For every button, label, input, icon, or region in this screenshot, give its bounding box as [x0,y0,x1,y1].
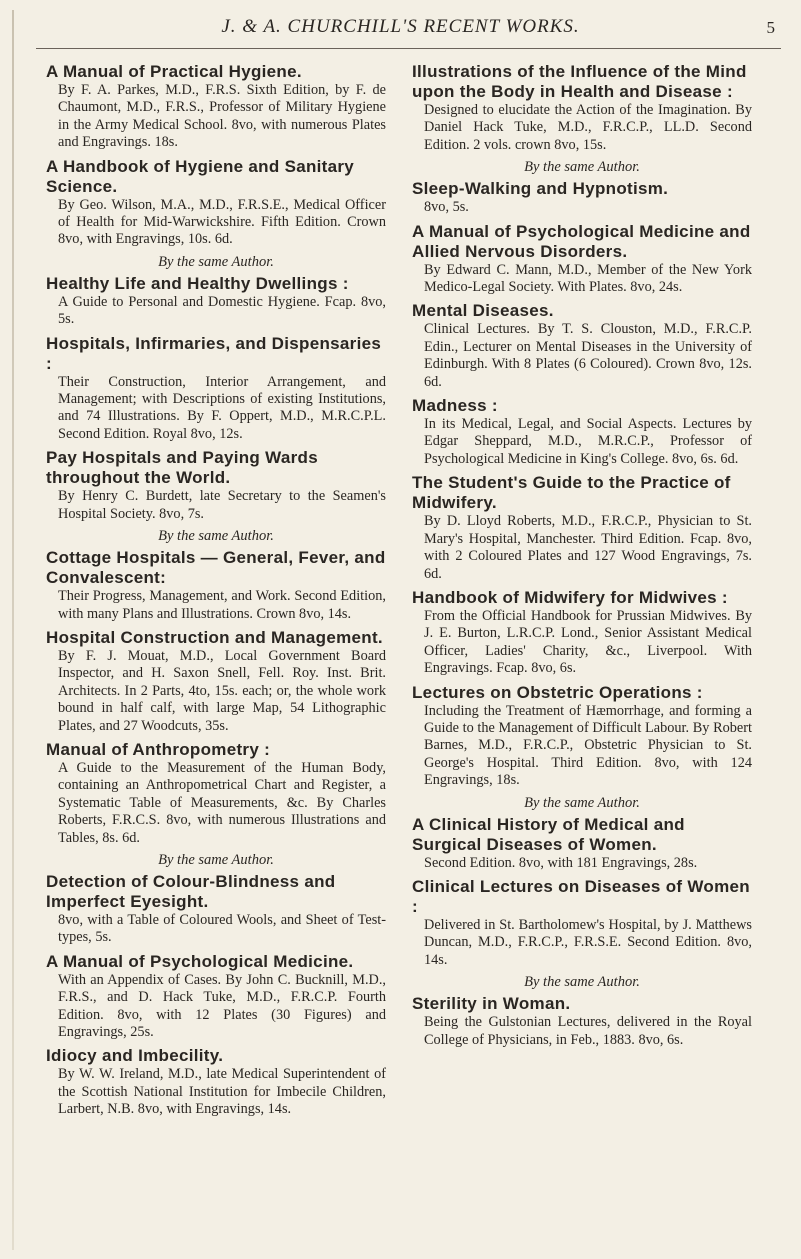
book-title: Lectures on Obstetric Operations : [412,682,703,702]
book-title: Idiocy and Imbecility. [46,1046,224,1066]
book-title: Hospital Construction and Management. [46,627,383,647]
same-author-note: By the same Author. [524,794,640,811]
book-title: Hospitals, Infirmaries, and Dispensaries : [46,333,382,373]
book-title: A Manual of Psychological Medicine and Allied Nervous Disorders. [412,221,751,261]
book-entry [46,62,386,152]
left-column [46,62,386,1124]
book-entry [46,548,386,623]
book-description: Their Progress, Management, and Work. Second Edition, with many Plans and Illustrations. Crown 8vo, 14s. [58,588,386,622]
book-title: Sterility in Woman. [412,994,571,1014]
book-description: By Geo. Wilson, M.A., M.D., F.R.S.E., Medical Officer of Health for Mid-Warwickshire. Fifth Edition. Crown 8vo, with Engravings, 10s. 6d. [58,196,386,248]
book-title: A Manual of Practical Hygiene. [46,62,302,81]
book-title: Mental Diseases. [412,301,554,321]
same-author-note: By the same Author. [158,253,274,270]
book-title: Healthy Life and Healthy Dwellings : [46,273,349,293]
right-column [412,62,752,1054]
book-title: Sleep-Walking and Hypnotism. [412,179,669,199]
book-entry [46,740,386,847]
same-author-note: By the same Author. [158,528,274,545]
book-entry [46,628,386,735]
book-description: Designed to elucidate the Action of the Imagination. By Daniel Hack Tuke, M.D., F.R.C.P., LL.D. Second Edition. 2 vols. crown 8vo, 15s. [424,102,752,153]
book-entry [412,473,752,583]
book-description: Clinical Lectures. By T. S. Clouston, M.D., F.R.C.P. Edin., Lecturer on Mental Diseases in the University of Edinburgh. With 8 Plates (6 Coloured). Crown 8vo, 12s. 6d. [424,321,752,390]
book-entry [46,274,386,329]
book-description: With an Appendix of Cases. By John C. Bucknill, M.D., F.R.S., and D. Hack Tuke, M.D., F.R.C.P. Fourth Edition. 8vo, with 12 Plates (30 Figures) and Engravings, 25s. [58,971,386,1040]
book-title: A Manual of Psychological Medicine. [46,951,354,971]
book-description: Their Construction, Interior Arrangement, and Management; with Descriptions of existing Institutions, and 74 Illustrations. By F. Oppert, M.D., M.R.C.P.L. Second Edition. Royal 8vo, 12s. [58,373,386,442]
same-author-note: By the same Author. [524,159,640,176]
header-rule [36,48,781,49]
book-entry [412,683,752,790]
book-title: Madness : [412,396,498,416]
book-entry [46,952,386,1042]
book-title: A Handbook of Hygiene and Sanitary Science. [46,156,355,196]
same-author-note: By the same Author. [158,851,274,868]
book-entry [412,179,752,216]
book-description: Delivered in St. Bartholomew's Hospital, by J. Matthews Duncan, M.D., F.R.C.P., F.R.S.E. Second Edition. 8vo, 14s. [424,916,752,968]
book-entry [412,815,752,872]
book-title: Pay Hospitals and Paying Wards throughout the World. [46,448,318,488]
book-entry [46,872,386,947]
book-description: A Guide to Personal and Domestic Hygiene. Fcap. 8vo, 5s. [58,293,386,328]
running-head [0,16,801,46]
book-entry [412,877,752,969]
book-entry [46,1046,386,1118]
book-description: In its Medical, Legal, and Social Aspects. Lectures by Edgar Sheppard, M.D., M.R.C.P., Professor of Psychological Medicine in King's College. 8vo, 6s. 6d. [424,416,752,467]
book-description: By Edward C. Mann, M.D., Member of the New York Medico-Legal Society. With Plates. 8vo, 24s. [424,261,752,296]
book-entry [412,222,752,297]
book-entry [412,301,752,391]
book-title: Handbook of Midwifery for Midwives : [412,587,728,607]
same-author-note: By the same Author. [524,974,640,991]
book-title: Clinical Lectures on Diseases of Women : [412,876,750,916]
book-title: Detection of Colour-Blindness and Imperfect Eyesight. [46,871,336,911]
book-title: Illustrations of the Influence of the Mind upon the Body in Health and Disease : [412,62,747,101]
running-title: J. & A. CHURCHILL'S RECENT WORKS. [221,16,580,37]
book-description: From the Official Handbook for Prussian Midwives. By J. E. Burton, L.R.C.P. Lond., Senior Assistant Medical Officer, Ladies' Charity, &c., Liverpool. With Engravings. Fcap. 8vo, 6s. [424,607,752,677]
book-description: By Henry C. Burdett, late Secretary to the Seamen's Hospital Society. 8vo, 7s. [58,488,386,522]
book-title: A Clinical History of Medical and Surgical Diseases of Women. [412,814,685,854]
book-entry [412,62,752,154]
book-description: By W. W. Ireland, M.D., late Medical Superintendent of the Scottish National Institution for Imbecile Children, Larbert, N.B. 8vo, with Engravings, 14s. [58,1066,386,1118]
book-description: By F. J. Mouat, M.D., Local Government Board Inspector, and H. Saxon Snell, Fell. Roy. Inst. Brit. Architects. In 2 Parts, 4to, 15s. each; or, the whole work bound in half calf, with large Map, 54 Lithographic Plates, and 27 Woodcuts, 35s. [58,647,386,734]
book-entry [46,157,386,249]
book-description: Second Edition. 8vo, with 181 Engravings, 28s. [424,854,698,871]
book-entry [46,334,386,444]
book-description: A Guide to the Measurement of the Human Body, containing an Anthropometrical Chart and Register, a Systematic Table of Measurements, &c. By Charles Roberts, F.R.C.S. 8vo, with numerous Illustrations and Tables, 8s. 6d. [58,759,386,846]
book-entry [412,588,752,678]
book-title: Manual of Anthropometry : [46,739,271,759]
page-number: 5 [766,18,775,37]
book-description: By D. Lloyd Roberts, M.D., F.R.C.P., Physician to St. Mary's Hospital, Manchester. Third Edition. Fcap. 8vo, with 2 Coloured Plates and 127 Wood Engravings, 7s. 6d. [424,513,752,582]
book-description: Being the Gulstonian Lectures, delivered in the Royal College of Physicians, in Feb., 1883. 8vo, 6s. [424,1014,752,1048]
book-title: Cottage Hospitals — General, Fever, and Convalescent: [46,548,386,588]
book-entry [46,448,386,523]
book-description: By F. A. Parkes, M.D., F.R.S. Sixth Edition, by F. de Chaumont, M.D., F.R.S., Professor of Military Hygiene in the Army Medical School. 8vo, with numerous Plates and Engravings. 18s. [58,82,386,151]
book-description: Including the Treatment of Hæmorrhage, and forming a Guide to the Management of Difficult Labour. By Robert Barnes, M.D., F.R.C.P., Obstetric Physician to St. George's Hospital. Third Edition. 8vo, with 124 Engravings, 18s. [424,702,752,789]
page-edge [12,10,14,1250]
book-description: 8vo, with a Table of Coloured Wools, and Sheet of Test-types, 5s. [58,911,386,946]
book-title: The Student's Guide to the Practice of Midwifery. [412,473,731,513]
book-entry [412,396,752,468]
book-description: 8vo, 5s. [424,199,469,216]
book-entry [412,994,752,1049]
